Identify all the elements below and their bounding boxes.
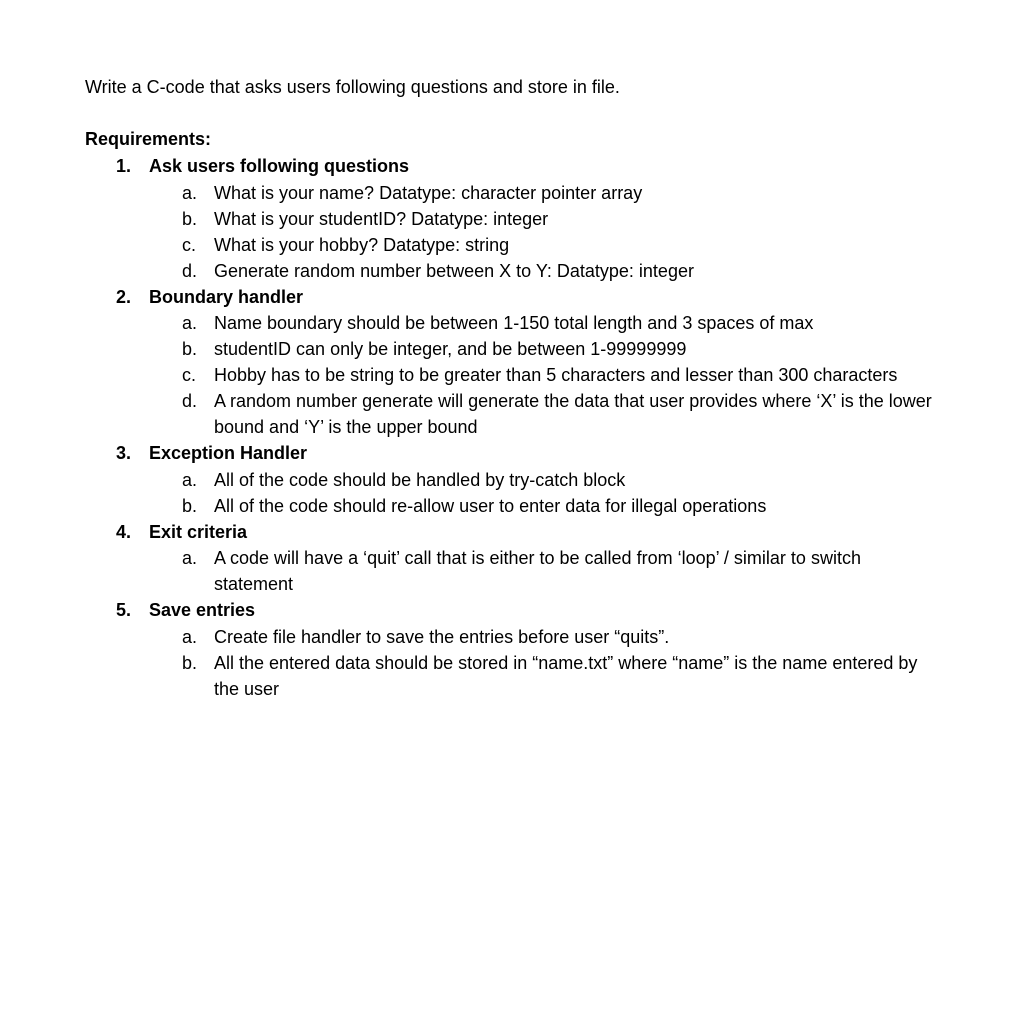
section-heading: [0, 153, 1013, 180]
item-letter: d.: [182, 260, 198, 281]
section-heading: [0, 440, 1013, 467]
section-number: 2.: [116, 286, 132, 307]
list-item: [0, 467, 1013, 493]
requirements-list: [0, 153, 1013, 702]
section-title: Boundary handler: [149, 286, 304, 307]
item-letter: a.: [182, 182, 198, 203]
section-number: 1.: [116, 156, 132, 176]
intro-text: Write a C-code that asks users following questions and store in file.: [85, 77, 620, 97]
section-number: 3.: [116, 443, 132, 463]
item-text: Create file handler to save the entries before user “quits”.: [214, 626, 670, 647]
item-text: A random number generate will generate the data that user provides where ‘X’ is the lower bound and ‘Y’ is the upper bound: [214, 391, 932, 437]
item-letter: b.: [182, 652, 198, 673]
list-item: [0, 650, 1013, 702]
list-item: [0, 258, 1013, 284]
item-text: All the entered data should be stored in “name.txt” where “name” is the name entered by the user: [214, 652, 918, 699]
item-letter: c.: [182, 365, 197, 385]
list-item: [0, 310, 1013, 336]
section-heading: [0, 284, 1013, 311]
item-letter: a.: [182, 313, 198, 333]
list-item: [0, 362, 1013, 388]
requirements-heading: Requirements:: [85, 129, 212, 149]
item-letter: b.: [182, 495, 198, 516]
list-item: [0, 545, 1013, 597]
list-item: [0, 180, 1013, 206]
list-item: [0, 493, 1013, 519]
list-item: [0, 336, 1013, 362]
list-item: [0, 232, 1013, 258]
item-letter: c.: [182, 234, 197, 255]
item-text: What is your hobby? Datatype: string: [214, 234, 510, 255]
section-heading: [0, 519, 1013, 546]
item-letter: b.: [182, 208, 198, 229]
section-title: Exception Handler: [149, 443, 308, 463]
item-text: A code will have a ‘quit’ call that is either to be called from ‘loop’ / similar to switch statement: [214, 548, 861, 594]
item-text: studentID can only be integer, and be between 1-99999999: [214, 339, 687, 359]
item-letter: b.: [182, 339, 198, 359]
section-title: Save entries: [149, 600, 256, 620]
item-text: All of the code should re-allow user to enter data for illegal operations: [214, 495, 767, 516]
section-title: Ask users following questions: [149, 156, 410, 176]
item-letter: a.: [182, 548, 198, 568]
item-text: What is your studentID? Datatype: integer: [214, 208, 549, 229]
item-text: What is your name? Datatype: character pointer array: [214, 182, 643, 203]
section-number: 4.: [116, 521, 132, 542]
item-text: Hobby has to be string to be greater than 5 characters and lesser than 300 characters: [214, 365, 898, 385]
list-item: [0, 624, 1013, 650]
section-heading: [0, 597, 1013, 624]
item-letter: a.: [182, 626, 198, 647]
item-letter: a.: [182, 469, 198, 490]
section-number: 5.: [116, 600, 132, 620]
list-item: [0, 388, 1013, 440]
section-title: Exit criteria: [149, 521, 248, 542]
item-text: Name boundary should be between 1-150 total length and 3 spaces of max: [214, 313, 814, 333]
item-text: All of the code should be handled by try-catch block: [214, 469, 626, 490]
list-item: [0, 206, 1013, 232]
item-letter: d.: [182, 391, 198, 411]
item-text: Generate random number between X to Y: Datatype: integer: [214, 260, 694, 281]
